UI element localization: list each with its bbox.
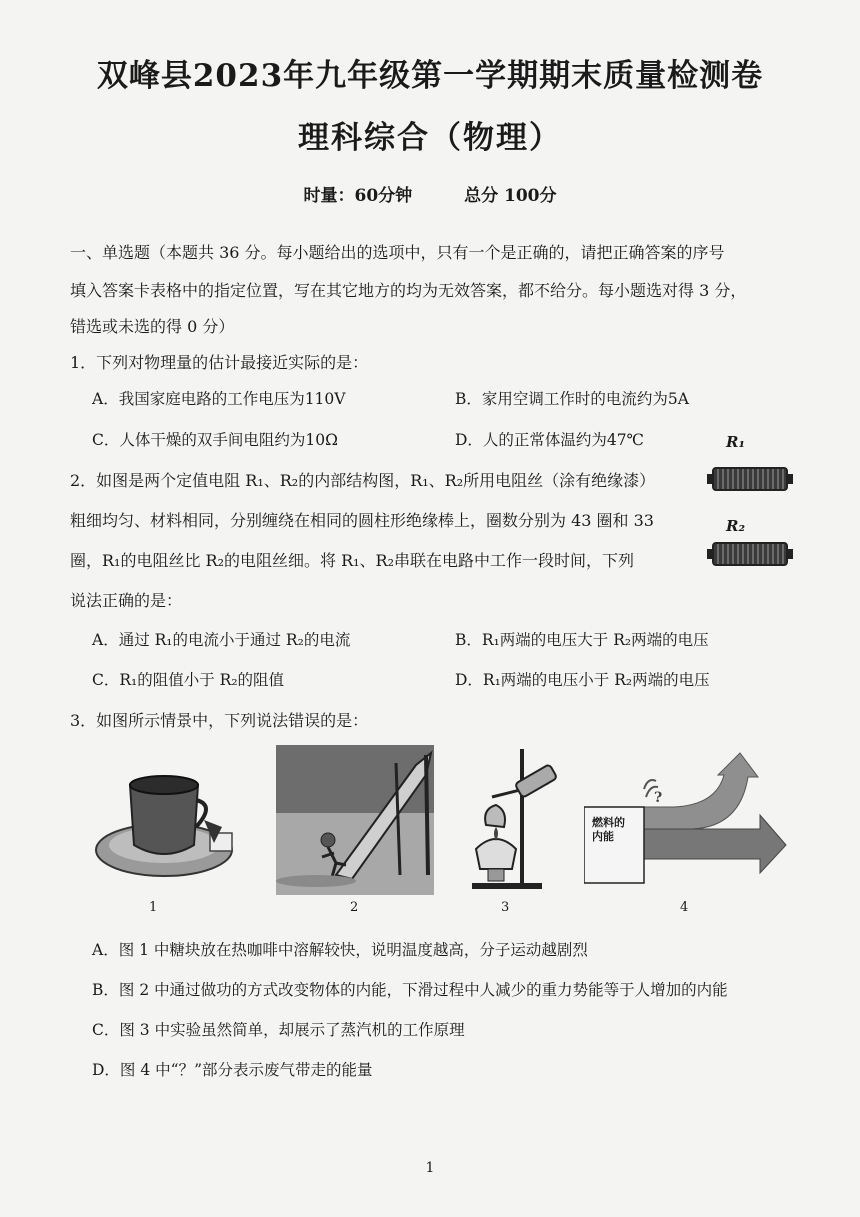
figure-3-caption: 3 [501, 900, 510, 915]
q1-option-d: D．人的正常体温约为47℃ [455, 431, 644, 449]
exam-subtitle: 理科综合（物理） [298, 120, 562, 156]
figure-1-coffee-cup [92, 745, 242, 895]
q1-option-c: C．人体干燥的双手间电阻约为10Ω [92, 431, 338, 449]
figure-1-caption: 1 [149, 900, 158, 915]
figure-2-caption: 2 [350, 900, 359, 915]
r2-resistor-image [712, 542, 788, 566]
q2-stem-line1: 2．如图是两个定值电阻 R₁、R₂的内部结构图，R₁、R₂所用电阻丝（涂有绝缘漆） [70, 471, 656, 490]
q2-option-c: C．R₁的阻值小于 R₂的阻值 [92, 671, 285, 689]
figure-4-question-mark: ? [654, 790, 663, 806]
section-instructions-line2: 填入答案卡表格中的指定位置，写在其它地方的均为无效答案，都不给分。每小题选对得 3 分， [70, 281, 747, 300]
section-instructions-line1: 一、单选题（本题共 36 分。每小题给出的选项中，只有一个是正确的，请把正确答案的序号 [70, 243, 725, 262]
q3-option-d: D．图 4 中“？”部分表示废气带走的能量 [92, 1061, 373, 1079]
q2-stem-line2: 粗细均匀、材料相同，分别缠绕在相同的圆柱形绝缘棒上，圈数分别为 43 圈和 33 [70, 511, 654, 530]
q3-option-a: A．图 1 中糖块放在热咖啡中溶解较快，说明温度越高，分子运动越剧烈 [92, 941, 588, 959]
r1-resistor-image [712, 467, 788, 491]
q3-stem: 3．如图所示情景中，下列说法错误的是： [70, 711, 369, 730]
r1-figure-label: R₁ [726, 433, 746, 451]
q2-stem-line4: 说法正确的是： [70, 591, 183, 610]
q1-stem: 1．下列对物理量的估计最接近实际的是： [70, 353, 369, 372]
q1-option-b: B．家用空调工作时的电流约为5A [455, 390, 689, 408]
r2-figure-label: R₂ [726, 517, 746, 535]
figure-3-steam-apparatus [462, 745, 572, 895]
page-number: 1 [425, 1160, 435, 1176]
figure-2-slide [276, 745, 434, 895]
q3-option-c: C．图 3 中实验虽然简单，却展示了蒸汽机的工作原理 [92, 1021, 465, 1039]
time-limit: 时量：60分钟 [303, 186, 413, 206]
total-score: 总分 100分 [464, 186, 557, 206]
figure-4-fuel-energy-label: 燃料的内能 [592, 816, 625, 843]
section-instructions-line3: 错选或未选的得 0 分） [70, 317, 235, 336]
exam-title: 双峰县2023年九年级第一学期期末质量检测卷 [96, 58, 764, 94]
exam-meta [0, 181, 860, 206]
q3-option-b: B．图 2 中通过做功的方式改变物体的内能，下滑过程中人减少的重力势能等于人增加的内能 [92, 981, 728, 999]
q2-stem-line3: 圈，R₁的电阻丝比 R₂的电阻丝细。将 R₁、R₂串联在电路中工作一段时间，下列 [70, 551, 635, 570]
q2-option-b: B．R₁两端的电压大于 R₂两端的电压 [455, 631, 709, 649]
figure-4-caption: 4 [680, 900, 689, 915]
q2-option-a: A．通过 R₁的电流小于通过 R₂的电流 [92, 631, 351, 649]
q1-option-a: A．我国家庭电路的工作电压为110V [92, 390, 346, 408]
q2-option-d: D．R₁两端的电压小于 R₂两端的电压 [455, 671, 710, 689]
